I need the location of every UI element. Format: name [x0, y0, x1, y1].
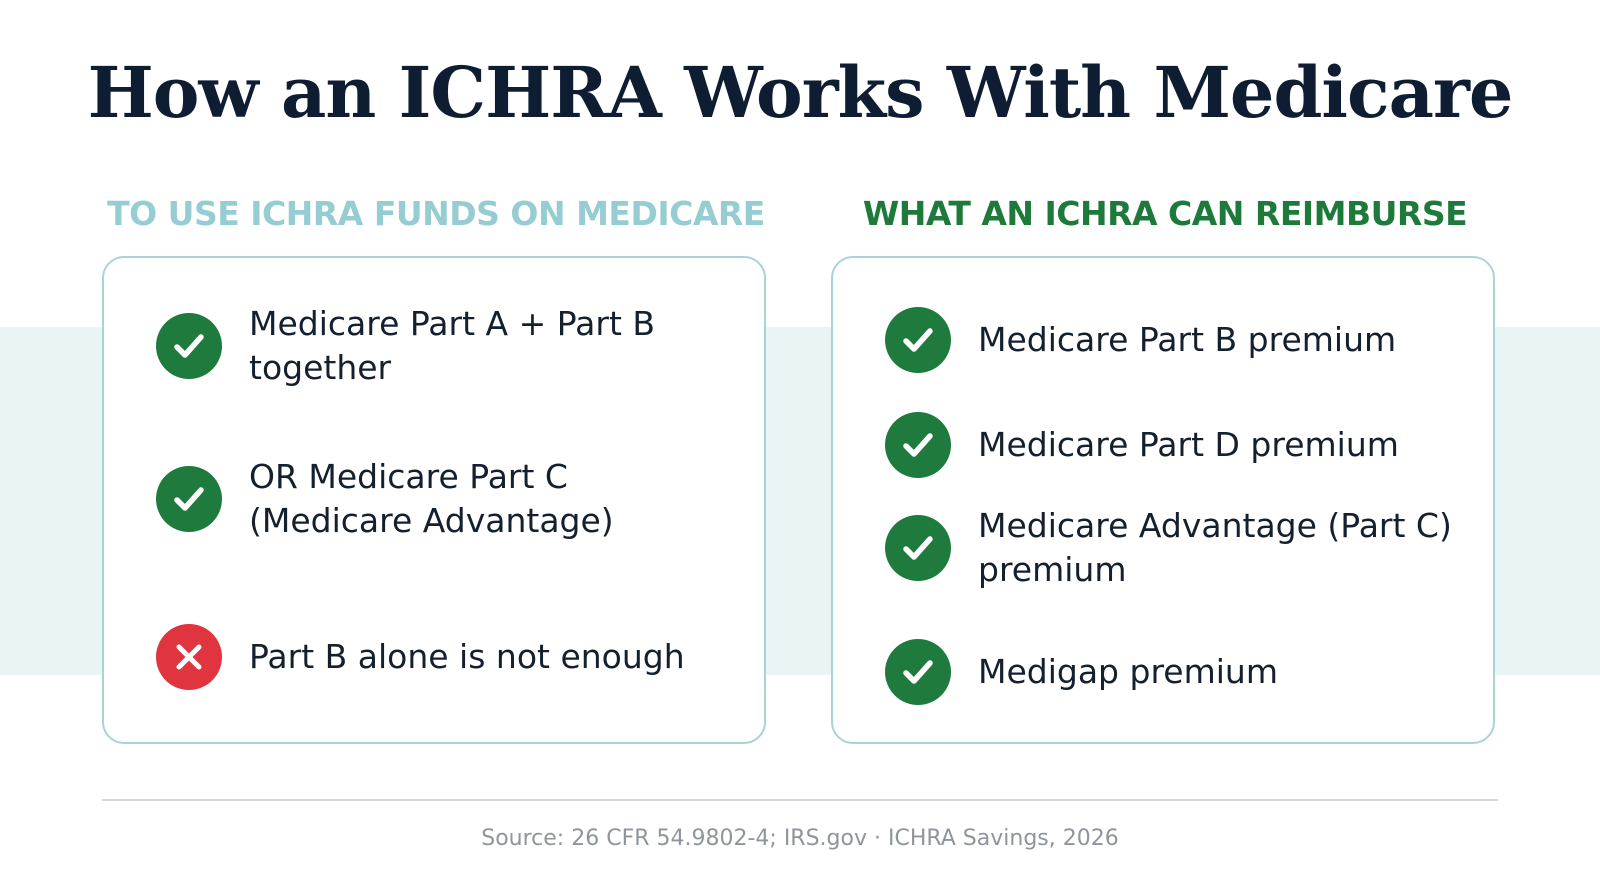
- reimburse-item-part-c: [885, 504, 1473, 592]
- requirement-item-part-c: [156, 455, 744, 543]
- requirement-item-part-a-b: [156, 302, 744, 390]
- reimburse-item-label: Medicare Advantage (Part C) premium: [978, 506, 1452, 589]
- check-icon: [156, 466, 222, 532]
- requirement-item-part-b-alone: [156, 624, 744, 690]
- requirement-item-label: Medicare Part A + Part B together: [249, 304, 656, 387]
- reimburse-item-label: Medicare Part D premium: [978, 425, 1399, 464]
- right-column-heading: WHAT AN ICHRA CAN REIMBURSE: [862, 194, 1468, 233]
- reimburse-item-label: Medicare Part B premium: [978, 320, 1397, 359]
- check-icon: [885, 515, 951, 581]
- requirements-card: [102, 256, 766, 744]
- reimbursable-card: [831, 256, 1495, 744]
- check-icon: [885, 307, 951, 373]
- reimburse-item-part-b: [885, 307, 1473, 373]
- footer-divider: [102, 799, 1498, 801]
- reimburse-item-medigap: [885, 639, 1473, 705]
- left-column-heading: TO USE ICHRA FUNDS ON MEDICARE: [107, 194, 765, 233]
- x-icon: [156, 624, 222, 690]
- page-title: How an ICHRA Works With Medicare: [87, 51, 1513, 134]
- requirement-item-label: OR Medicare Part C (Medicare Advantage): [249, 457, 614, 540]
- reimburse-item-label: Medigap premium: [978, 652, 1278, 691]
- check-icon: [885, 412, 951, 478]
- reimburse-item-part-d: [885, 412, 1473, 478]
- check-icon: [885, 639, 951, 705]
- requirement-item-label: Part B alone is not enough: [249, 637, 685, 676]
- source-citation: Source: 26 CFR 54.9802-4; IRS.gov · ICHRA Savings, 2026: [481, 826, 1119, 851]
- check-icon: [156, 313, 222, 379]
